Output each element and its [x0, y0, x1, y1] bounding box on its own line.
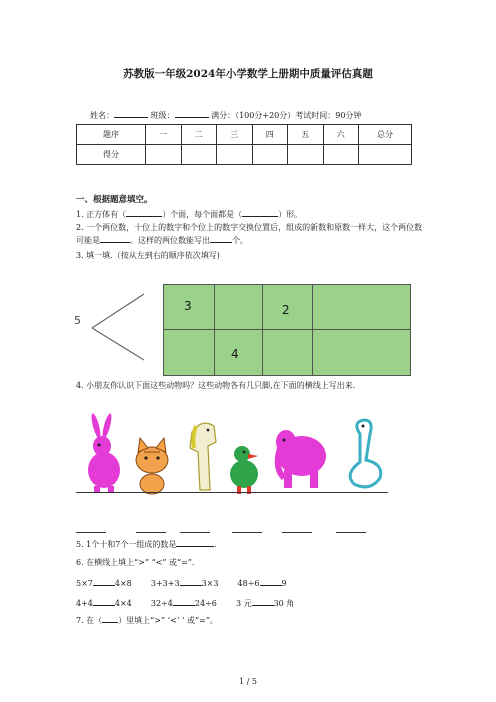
score-cell[interactable] [252, 145, 288, 165]
question-6: 6. 在横线上填上“>” “<” 或“=”. [76, 558, 195, 567]
answer-blanks-row [76, 526, 366, 534]
header-cell: 总分 [359, 125, 412, 145]
score-cell[interactable] [146, 145, 182, 165]
name-label: 姓名： [90, 111, 114, 120]
compare-blank[interactable] [173, 597, 195, 606]
elephant-icon [276, 430, 326, 488]
score-cell[interactable] [181, 145, 217, 165]
q1-text-a: 1. 正方体有（ [76, 210, 127, 219]
grid-line-h [164, 329, 410, 330]
header-cell: 一 [146, 125, 182, 145]
answer-blank[interactable] [232, 526, 262, 533]
q2-text-b: 。这样的两位数能写出 [130, 236, 210, 245]
score-cell[interactable] [323, 145, 359, 165]
animals-illustration [74, 412, 394, 496]
score-table-header-row [77, 125, 412, 145]
expr-left: 3 元 [235, 599, 252, 608]
student-info-line [90, 108, 361, 121]
score-table [76, 124, 412, 165]
q1-blank-1[interactable] [126, 208, 162, 217]
expr-left: 48÷6 [237, 579, 260, 588]
score-cell[interactable] [288, 145, 324, 165]
number-grid [163, 284, 411, 376]
compare-blank[interactable] [252, 597, 274, 606]
horse-icon [190, 423, 216, 490]
header-cell: 三 [217, 125, 253, 145]
answer-blank[interactable] [180, 526, 210, 533]
q2-blank-1[interactable] [100, 234, 130, 243]
rabbit-icon [88, 413, 120, 492]
split-lines-icon [88, 290, 148, 362]
q1-text-c: ）形。 [278, 210, 303, 219]
q2-blank-2[interactable] [210, 234, 232, 243]
name-blank[interactable] [114, 108, 148, 118]
header-cell: 四 [252, 125, 288, 145]
q1-blank-2[interactable] [242, 208, 278, 217]
header-cell: 二 [181, 125, 217, 145]
q7-text-b: ）里填上“>” ‘<’ ’ 或“=”。 [118, 616, 218, 625]
compare-blank[interactable] [93, 577, 115, 586]
expr-left: 5×7 [76, 579, 93, 588]
q2-text-c: 个。 [232, 236, 248, 245]
question-3: 3. 填一填.（按从左到右的顺序依次填写) [76, 251, 220, 260]
q6-row-1 [76, 577, 287, 588]
expr-right: 9 [281, 579, 287, 588]
class-label: 班级： [150, 111, 175, 120]
score-table-score-row [77, 145, 412, 165]
answer-blank[interactable] [136, 526, 166, 533]
grid-line-v2 [262, 285, 263, 375]
expr-right: 4×4 [114, 599, 132, 608]
question-7 [76, 614, 218, 626]
q1-text-b: ）个面，每个面都是（ [162, 210, 243, 219]
answer-blank[interactable] [76, 526, 106, 533]
q6-row-2 [76, 597, 294, 609]
grid-cell-c: 4 [231, 347, 239, 361]
expr-left: 4+4 [76, 599, 93, 608]
q7-text-a: 7. 在（ [76, 616, 103, 625]
score-row-label: 得分 [77, 145, 146, 165]
q5-blank[interactable] [176, 538, 214, 547]
score-cell[interactable] [359, 145, 412, 165]
compare-blank[interactable] [93, 597, 115, 606]
page-title: 苏教版一年级2024年小学数学上册期中质量评估真题 [123, 68, 373, 80]
question-4: 4. 小朋友你认识下面这些动物吗？这些动物各有几只脚,在下面的横线上写出来. [76, 381, 356, 390]
answer-blank[interactable] [282, 526, 312, 533]
page-number: 1 / 5 [239, 677, 257, 686]
grid-line-v3 [312, 285, 313, 375]
compare-blank[interactable] [180, 577, 202, 586]
header-cell: 题序 [77, 125, 146, 145]
expr-right: 30 角 [273, 599, 295, 608]
compare-blank[interactable] [260, 577, 282, 586]
question-5 [76, 538, 217, 550]
header-cell: 五 [288, 125, 324, 145]
cat-icon [136, 438, 168, 494]
answer-blank[interactable] [336, 526, 366, 533]
duck-icon [230, 446, 258, 494]
ground-line [76, 492, 388, 493]
grid-cell-b: 2 [282, 303, 290, 317]
q5-text-a: 5. 1个十和7个一组成的数是 [76, 540, 177, 549]
grid-cell-a: 3 [184, 299, 192, 313]
q3-figure [70, 276, 410, 376]
class-blank[interactable] [175, 108, 209, 118]
score-time-label: 满分：（100分+20分）考试时间：90分钟 [211, 111, 362, 120]
question-1 [76, 208, 302, 220]
section-heading: 一、根据题意填空。 [76, 195, 153, 205]
figure-number-5: 5 [74, 314, 81, 327]
score-cell[interactable] [217, 145, 253, 165]
expr-left: 3+3+3 [150, 579, 180, 588]
expr-right: 3×3 [201, 579, 219, 588]
header-cell: 六 [323, 125, 359, 145]
q5-text-b: . [214, 540, 217, 549]
question-2 [76, 222, 426, 247]
q2-text-a: 2. 一个两位数，十位上的数字和个位上的数字交换位置后，组成的新数和原数一样大，这个两位数可能是 [76, 223, 423, 245]
grid-line-v1 [214, 285, 215, 375]
expr-right: 4×8 [114, 579, 132, 588]
q7-blank[interactable] [102, 614, 118, 623]
expr-right: 24÷6 [194, 599, 217, 608]
goose-icon [350, 420, 381, 487]
expr-left: 32÷4 [150, 599, 173, 608]
